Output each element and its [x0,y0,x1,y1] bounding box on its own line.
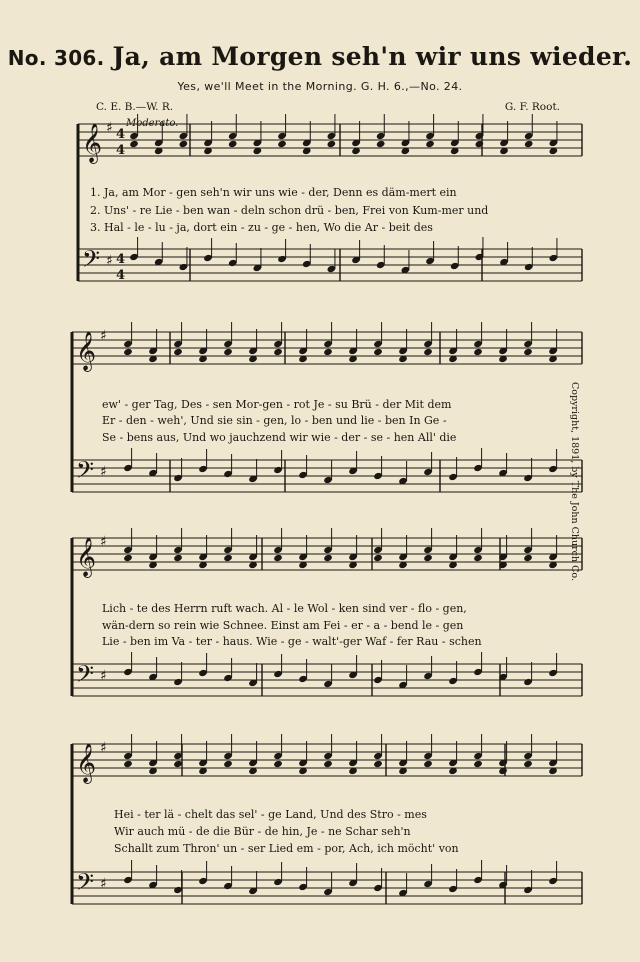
notehead [273,760,283,768]
treble-clef-icon: 𝄞 [76,743,97,783]
bass-clef-icon: 𝄢 [76,868,95,901]
treble-clef-icon: 𝄞 [76,537,97,577]
notehead [523,554,533,562]
treble-clef-icon: 𝄞 [82,123,103,163]
notehead [323,554,333,562]
time-signature: 4 [116,127,126,142]
sharp-icon: ♯ [106,253,113,269]
notehead [123,554,133,562]
lyric-line: ew' - ger Tag, Des - sen Mor-gen - rot Je - su Brü - der Mit dem [102,398,452,411]
notehead [373,760,383,768]
bass-clef-icon: 𝄢 [76,660,95,693]
lyric-line: Er - den - weh', Und sie sin - gen, lo - ben und lie - ben In Ge - [102,414,447,427]
time-signature: 4 [116,143,126,158]
notehead [373,348,383,356]
tempo-marking: Moderato. [126,118,179,129]
time-signature: 4 [116,268,126,283]
lyric-line: 3. Hal - le - lu - ja, dort ein - zu - ge - hen, Wo die Ar - beit des [90,221,433,234]
notehead [373,554,383,562]
notehead [523,348,533,356]
notehead [423,554,433,562]
copyright-notice: Copyright, 1891, by The John Church Co. [569,382,580,581]
lyric-line: Wir auch mü - de die Bür - de hin, Je - ne Schar seh'n [114,825,411,838]
lyric-line: wän-dern so rein wie Schnee. Einst am Fei - er - a - bend le - gen [102,619,464,632]
notehead [376,140,386,148]
sharp-icon: ♯ [100,534,107,550]
notehead [223,760,233,768]
notehead [173,554,183,562]
notehead [273,348,283,356]
notehead [423,760,433,768]
notehead [173,348,183,356]
composer-credit: G. F. Root. [504,101,560,113]
notehead [473,348,483,356]
lyric-line: Lie - ben im Va - ter - haus. Wie - ge - walt'-ger Waf - fer Rau - schen [102,635,482,648]
sharp-icon: ♯ [100,668,107,684]
hymn-title-text: Ja, am Morgen seh'n wir uns wieder. [112,42,633,71]
notehead [277,140,287,148]
hymn-subtitle: Yes, we'll Meet in the Morning. G. H. 6.,—No. 24. [177,80,463,93]
author-credit: C. E. B.—W. R. [96,101,174,113]
notehead [523,760,533,768]
notehead [323,760,333,768]
sharp-icon: ♯ [100,876,107,892]
sharp-icon: ♯ [100,464,107,480]
notehead [524,140,534,148]
lyric-line: Hei - ter lä - chelt das sel' - ge Land, Und des Stro - mes [114,808,427,821]
notehead [327,140,337,148]
notehead [123,760,133,768]
time-signature: 4 [116,252,126,267]
bass-clef-icon: 𝄢 [82,245,101,278]
notehead [423,348,433,356]
lyric-line: Se - bens aus, Und wo jauchzend wir wie - der - se - hen All' die [102,431,457,444]
notehead [223,554,233,562]
sharp-icon: ♯ [100,740,107,756]
treble-clef-icon: 𝄞 [76,331,97,371]
notehead [123,348,133,356]
notehead [228,140,238,148]
notehead [473,554,483,562]
notehead [323,348,333,356]
notehead [473,760,483,768]
notehead [425,140,435,148]
sharp-icon: ♯ [100,328,107,344]
notehead [223,348,233,356]
lyric-line: 1. Ja, am Mor - gen seh'n wir uns wie - der, Denn es däm-mert ein [90,186,457,199]
bass-clef-icon: 𝄢 [76,456,95,489]
notehead [273,554,283,562]
sharp-icon: ♯ [106,120,113,136]
lyric-line: 2. Uns' - re Lie - ben wan - deln schon drü - ben, Frei von Kum-mer und [90,204,489,217]
lyric-line: Lich - te des Herrn ruft wach. Al - le Wol - ken sind ver - flo - gen, [102,602,467,615]
hymn-number: No. 306. [7,46,105,70]
lyric-line: Schallt zum Thron' un - ser Lied em - por, Ach, ich möcht' von [114,842,459,855]
notehead [179,140,189,148]
notehead [129,140,139,148]
